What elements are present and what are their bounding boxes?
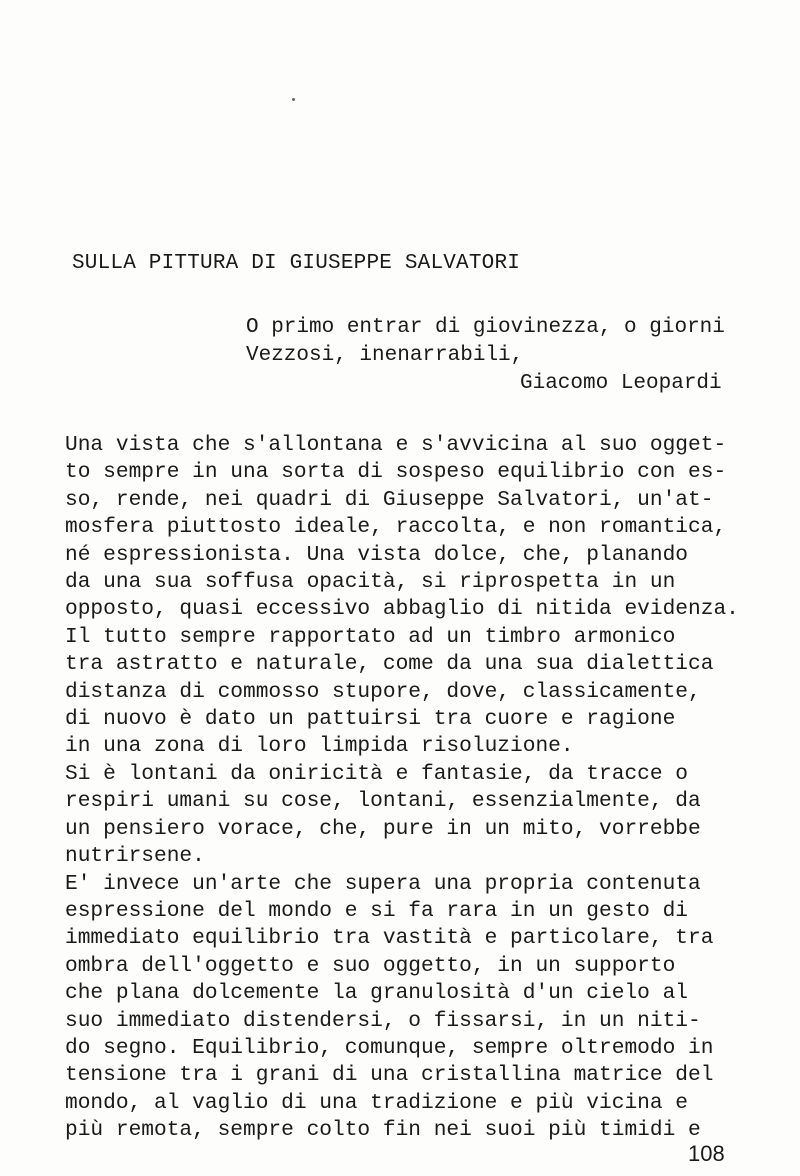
body-line: to sempre in una sorta di sospeso equilibrio con es- xyxy=(65,460,727,485)
epigraph-author: Giacomo Leopardi xyxy=(520,372,722,395)
body-line: immediato equilibrio tra vastità e particolare, tra xyxy=(65,926,714,951)
ink-speck xyxy=(292,98,295,101)
epigraph-line: O primo entrar di giovinezza, o giorni xyxy=(246,316,725,339)
body-line: E' invece un'arte che supera una propria contenuta xyxy=(65,871,701,896)
page-title: SULLA PITTURA DI GIUSEPPE SALVATORI xyxy=(72,252,521,275)
body-line: più remota, sempre colto fin nei suoi più timidi e xyxy=(65,1118,701,1143)
body-line: tensione tra i grani di una cristallina matrice del xyxy=(65,1063,714,1088)
body-line: ombra dell'oggetto e suo oggetto, in un supporto xyxy=(65,953,676,978)
body-line: né espressionista. Una vista dolce, che, planando xyxy=(65,542,689,567)
body-line: respiri umani su cose, lontani, essenzialmente, da xyxy=(65,789,701,814)
body-line: un pensiero vorace, che, pure in un mito, vorrebbe xyxy=(65,816,701,841)
body-line: che plana dolcemente la granulosità d'un cielo al xyxy=(65,981,689,1006)
body-line: espressione del mondo e si fa rara in un gesto di xyxy=(65,898,689,923)
body-line: Si è lontani da oniricità e fantasie, da tracce o xyxy=(65,761,689,786)
body-line: in una zona di loro limpida risoluzione. xyxy=(65,734,574,759)
body-line: opposto, quasi eccessivo abbaglio di nitida evidenza. xyxy=(65,597,739,622)
body-line: distanza di commosso stupore, dove, classicamente, xyxy=(65,679,701,704)
body-line: di nuovo è dato un pattuirsi tra cuore e ragione xyxy=(65,707,676,732)
epigraph-line: Vezzosi, inenarrabili, xyxy=(246,344,524,367)
body-line: do segno. Equilibrio, comunque, sempre oltremodo in xyxy=(65,1035,714,1060)
body-line: suo immediato distendersi, o fissarsi, in un niti- xyxy=(65,1008,701,1033)
body-line: Una vista che s'allontana e s'avvicina al suo ogget- xyxy=(65,433,727,457)
body-line: da una sua soffusa opacità, si riprospetta in un xyxy=(65,570,676,595)
body-line: tra astratto e naturale, come da una sua dialettica xyxy=(65,652,714,677)
body-line: mosfera piuttosto ideale, raccolta, e non romantica, xyxy=(65,515,727,540)
body-line: mondo, al vaglio di una tradizione e più vicina e xyxy=(65,1090,689,1115)
body-line: Il tutto sempre rapportato ad un timbro armonico xyxy=(65,624,676,649)
page-number: 108 xyxy=(688,1141,725,1166)
epigraph xyxy=(246,314,766,398)
body-text xyxy=(65,432,795,1145)
body-line: so, rende, nei quadri di Giuseppe Salvatori, un'at- xyxy=(65,487,714,512)
body-line: nutrirsene. xyxy=(65,844,205,869)
